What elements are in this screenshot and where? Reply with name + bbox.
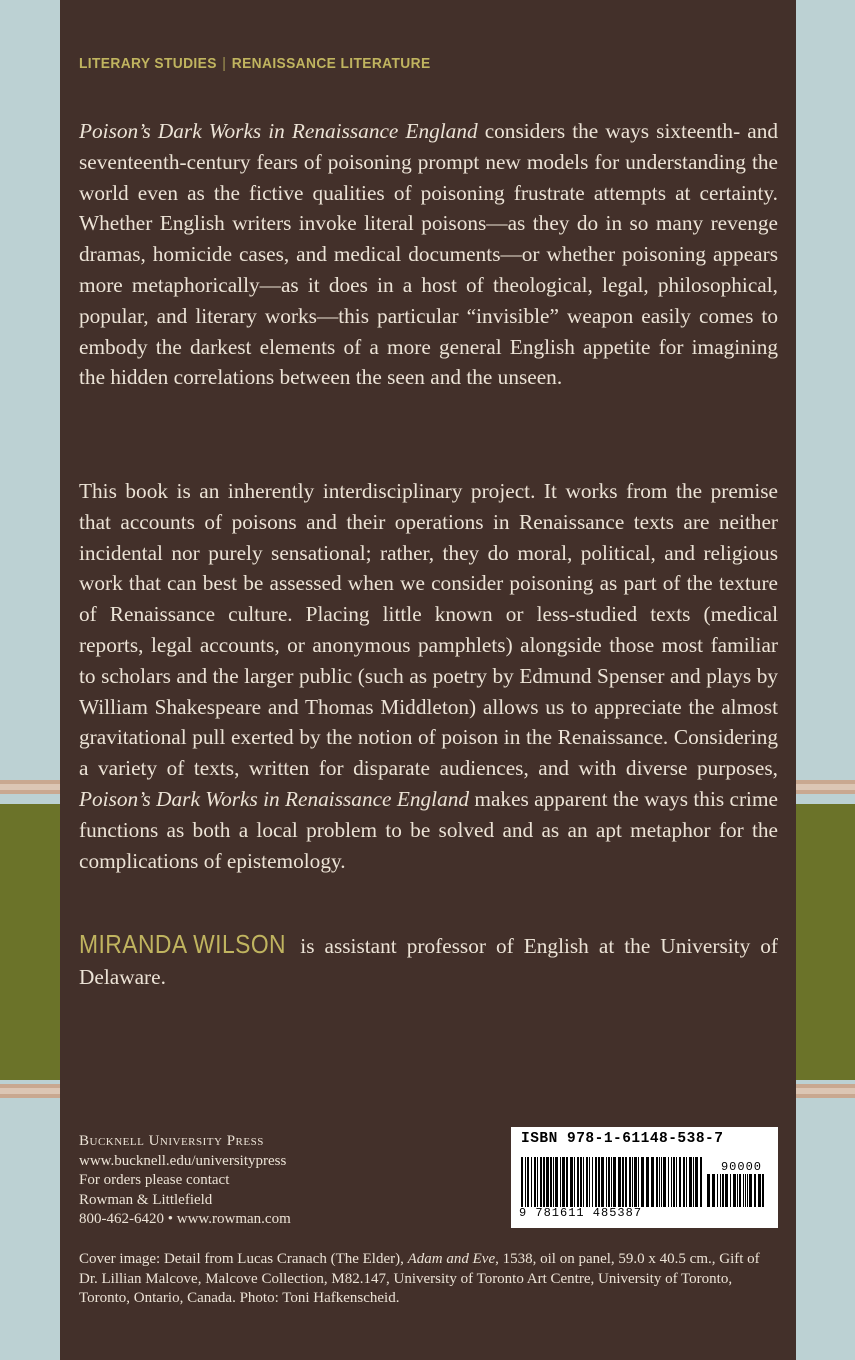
barcode-bar (730, 1174, 731, 1207)
barcode-bar (707, 1174, 710, 1207)
barcode-bar (634, 1157, 637, 1207)
barcode-bar (566, 1157, 568, 1207)
barcode-bar (546, 1157, 549, 1207)
distributor-contact: 800-462-6420 • www.rowman.com (79, 1211, 291, 1227)
barcode-bar (534, 1157, 536, 1207)
credit-prefix: Cover image: Detail from Lucas Cranach (The Elder), (79, 1251, 408, 1267)
barcode-bar (695, 1157, 698, 1207)
publisher-url: www.bucknell.edu/universitypress (79, 1152, 287, 1169)
barcode-bar (574, 1157, 575, 1207)
barcode-bar (641, 1157, 644, 1207)
barcode-bar (679, 1157, 681, 1207)
barcode-bar (747, 1174, 748, 1207)
author-name: MIRANDA WILSON (79, 929, 287, 959)
barcode-bar (632, 1157, 633, 1207)
barcode-bar (743, 1174, 744, 1207)
barcode-bar (722, 1174, 724, 1207)
barcode-bar (537, 1157, 538, 1207)
barcode-bar (611, 1157, 612, 1207)
barcode-bar (673, 1157, 675, 1207)
barcode-bar (531, 1157, 532, 1207)
barcode-bar (758, 1174, 761, 1207)
barcode-bar (656, 1157, 658, 1207)
cover-image-credit (79, 1250, 781, 1309)
publisher-info (79, 1132, 409, 1230)
barcode-bar (661, 1157, 662, 1207)
barcode-bar (527, 1157, 529, 1207)
barcode-bar (693, 1157, 694, 1207)
barcode-bar (745, 1174, 746, 1207)
barcode-bar (592, 1157, 593, 1207)
barcode-bar (683, 1157, 685, 1207)
barcode-bar (613, 1157, 616, 1207)
orders-contact: For orders please contact (79, 1172, 230, 1188)
barcode-bar (646, 1157, 649, 1207)
barcode-bar (659, 1157, 660, 1207)
barcode-bar (555, 1157, 558, 1207)
barcode-bar (638, 1157, 639, 1207)
barcode-bar (725, 1174, 728, 1207)
subject-category (79, 55, 431, 72)
credit-suffix: , 1538, oil on panel, 59.0 x 40.5 cm., Gift of Dr. Lillian Malcove, Malcove Collection, M82.147, University of Toronto Art Centre, University of Toronto, Toronto, Ontario, Canada. Photo: Toni Hafkenscheid. (79, 1251, 760, 1307)
barcode-bar (717, 1174, 718, 1207)
barcode-bar (622, 1157, 624, 1207)
description-text: makes apparent the ways this crime functions as both a local problem to be solved and as an apt metaphor for the complications of epistemology. (79, 786, 778, 873)
isbn-barcode (511, 1127, 778, 1228)
author-bio (79, 929, 778, 993)
ean-digits: 9 781611 485387 (519, 1206, 643, 1220)
barcode-bar (663, 1157, 666, 1207)
barcode-bar (686, 1157, 687, 1207)
barcode-bar (560, 1157, 561, 1207)
barcode-bar (689, 1157, 692, 1207)
barcode-bar (733, 1174, 736, 1207)
barcode-bar (540, 1157, 542, 1207)
barcode-addon-bars-icon (707, 1174, 767, 1207)
barcode-bar (712, 1174, 715, 1207)
barcode-bar (629, 1157, 631, 1207)
barcode-bar (589, 1157, 590, 1207)
category-secondary: RENAISSANCE LITERATURE (231, 55, 431, 72)
publisher-name: Bucknell University Press (79, 1133, 264, 1149)
barcode-bar (553, 1157, 554, 1207)
barcode-bar (583, 1157, 584, 1207)
description-paragraph-2 (79, 476, 778, 876)
category-separator: | (222, 55, 227, 72)
barcode-bar (671, 1157, 672, 1207)
author-bio-text: is assistant professor of English at the University of Delaware. (79, 934, 778, 989)
barcode-bar (601, 1157, 604, 1207)
barcode-bar (562, 1157, 565, 1207)
barcode-bar (762, 1174, 764, 1207)
barcode-bars-icon (521, 1157, 703, 1207)
barcode-bar (586, 1157, 588, 1207)
barcode-bar (606, 1157, 607, 1207)
barcode-bar (521, 1157, 523, 1207)
description-text: considers the ways sixteenth- and seventeenth-century fears of poisoning prompt new models for understanding the world even as the fictive qualities of poisoning frustrate attempts at certainty. Whether English writers invoke literal poisons—as they do in so many revenge dramas, homicide cases, and medical documents—or whether poisoning appears more metaphorically—as it does in a host of theological, legal, philosophical, popular, and literary works—this particular “invisible” weapon easily comes to embody the darkest elements of a more general English appetite for imagining the hidden correlations between the seen and the unseen. (79, 119, 778, 390)
isbn-number: ISBN 978-1-61148-538-7 (521, 1131, 724, 1147)
barcode-bar (525, 1157, 526, 1207)
barcode-bar (618, 1157, 621, 1207)
distributor-name: Rowman & Littlefield (79, 1191, 213, 1208)
barcode-bar (580, 1157, 582, 1207)
barcode-bar (543, 1157, 545, 1207)
barcode-bar (739, 1174, 741, 1207)
barcode-bar (651, 1157, 654, 1207)
barcode-bar (550, 1157, 552, 1207)
description-paragraph-1 (79, 116, 778, 393)
barcode-bar (668, 1157, 669, 1207)
barcode-bar (598, 1157, 600, 1207)
barcode-bar (577, 1157, 579, 1207)
price-code: 90000 (720, 1160, 762, 1174)
book-title-italic: Poison’s Dark Works in Renaissance England (79, 119, 478, 143)
barcode-bar (700, 1157, 702, 1207)
barcode-bar (625, 1157, 627, 1207)
artwork-title: Adam and Eve (407, 1251, 496, 1267)
barcode-bar (595, 1157, 597, 1207)
barcode-bar (570, 1157, 573, 1207)
barcode-bar (720, 1174, 721, 1207)
description-text: This book is an inherently interdisciplinary project. It works from the premise that accounts of poisons and their operations in Renaissance texts are neither incidental nor purely sensational; rather, they do moral, political, and religious work that can best be assessed when we consider poisoning as part of the texture of Renaissance culture. Placing little known or less-studied texts (medical reports, legal accounts, or anonymous pamphlets) alongside those most familiar to scholars and the larger public (such as poetry by Edmund Spenser and plays by William Shakespeare and Thomas Middleton) allows us to appreciate the almost gravitational pull exerted by the notion of poison in the Renaissance. Considering a variety of texts, written for disparate audiences, and with diverse purposes, (79, 479, 778, 781)
barcode-bar (737, 1174, 738, 1207)
barcode-bar (754, 1174, 756, 1207)
barcode-bar (608, 1157, 610, 1207)
book-title-italic: Poison’s Dark Works in Renaissance England (79, 786, 470, 811)
category-primary: LITERARY STUDIES (79, 55, 217, 72)
barcode-bar (676, 1157, 677, 1207)
barcode-bar (749, 1174, 752, 1207)
